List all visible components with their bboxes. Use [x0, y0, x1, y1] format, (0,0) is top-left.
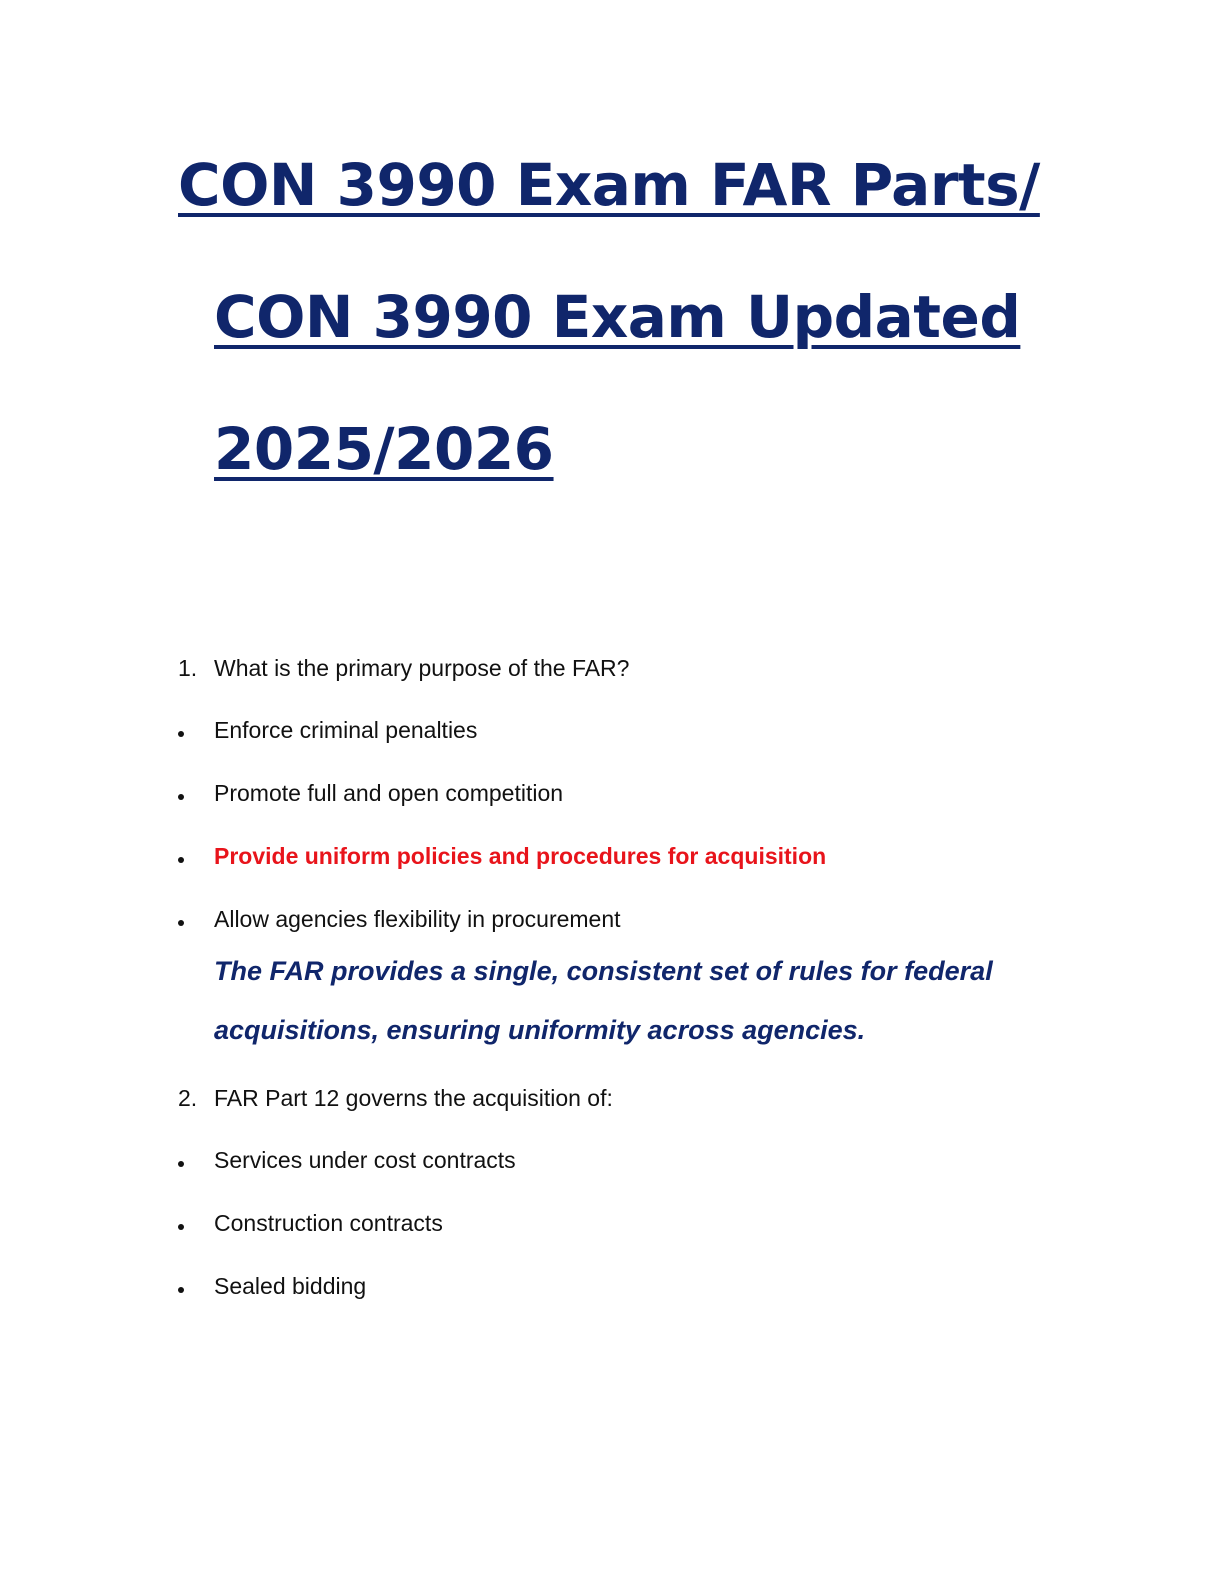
correct-answer-option: Provide uniform policies and procedures for acquisition	[214, 843, 827, 869]
question-number: 1.	[178, 655, 198, 681]
bullet-icon	[178, 1287, 184, 1293]
answer-option: Services under cost contracts	[214, 1147, 516, 1173]
bullet-icon	[178, 1161, 184, 1167]
answer-explanation-line-2: acquisitions, ensuring uniformity across agencies.	[214, 1015, 866, 1045]
question-number: 2.	[178, 1085, 198, 1111]
bullet-icon	[178, 731, 184, 737]
document-title-line-3: 2025/2026	[214, 415, 554, 483]
question-text: FAR Part 12 governs the acquisition of:	[214, 1085, 613, 1111]
answer-option: Sealed bidding	[214, 1273, 367, 1299]
document-title-line-1: CON 3990 Exam FAR Parts/	[178, 151, 1040, 219]
bullet-icon	[178, 857, 184, 863]
question-text: What is the primary purpose of the FAR?	[214, 655, 630, 681]
bullet-icon	[178, 794, 184, 800]
bullet-icon	[178, 1224, 184, 1230]
document-title-line-2: CON 3990 Exam Updated	[214, 283, 1021, 351]
bullet-icon	[178, 920, 184, 926]
answer-option: Allow agencies flexibility in procurement	[214, 906, 621, 932]
answer-option: Construction contracts	[214, 1210, 443, 1236]
answer-explanation-line-1: The FAR provides a single, consistent set of rules for federal	[214, 956, 993, 986]
answer-option: Enforce criminal penalties	[214, 717, 478, 743]
answer-option: Promote full and open competition	[214, 780, 564, 806]
